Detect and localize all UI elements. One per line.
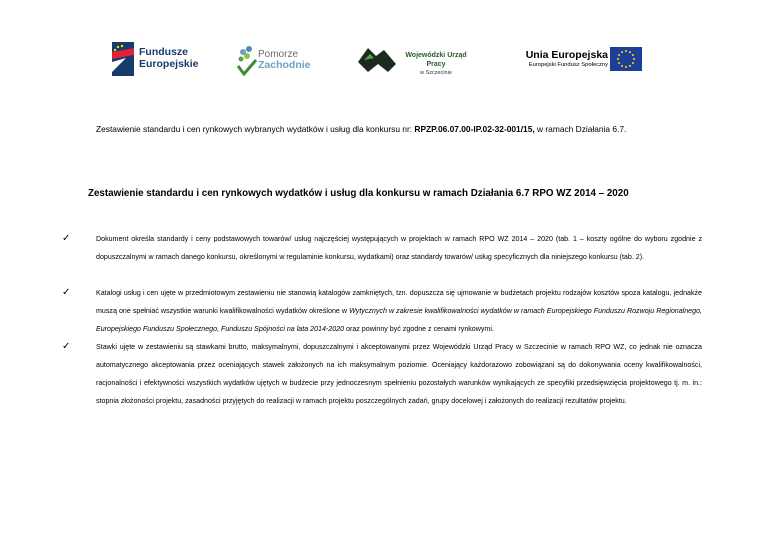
wup-logo: [358, 40, 478, 80]
intro-action: w ramach Działania 6.7.: [534, 124, 627, 134]
competition-number: RPZP.06.07.00-IP.02-32-001/15,: [414, 124, 535, 134]
document-heading: Zestawienie standardu i cen rynkowych wydatków i usług dla konkursu w ramach Działania 6.7 RPO WZ 2014 – 2020: [88, 188, 629, 199]
eu-flag-icon: [610, 47, 642, 71]
pomorze-zachodnie-mark-icon: [236, 44, 260, 76]
unia-europejska-text: [500, 49, 608, 69]
bullet-text-3: Stawki ujęte w zestawieniu są stawkami brutto, maksymalnymi, dopuszczalnymi i akceptowanymi przez Wojewódzki Urząd Pracy w Szczecinie w ramach RPO WZ, co jednak nie oznacza automatycznego akceptowania przez oceniających stawek założonych na ich maksymalnym poziomie. Oceniający każdorazowo zobowiązani są do dokonywania oceny kwalifikowalności, racjonalności i efektywności wszystkich wydatków ujętych w budżecie przy jednoczesnym spełnieniu pozostałych warunków wynikających ze specyfiki przedsięwzięcia projektowego tj. m. in.: stopnia złożoności projektu, zasadności przyjętych do realizacji w ramach projektu poszczególnych zadań, grupy docelowej i założonych do realizacji rezultatów projektu.: [96, 343, 702, 405]
bullet-2-before: Katalogi usług i cen ujęte w przedmiotowym zestawieniu nie stanowią katalogów zamkniętych, tzn. dopuszcza się ujmowanie w budżetach projektu rodzajów kosztów spoza katalogu, jednakże muszą one spełniać wszystkie warunki kwalifikowalności wydatków określone w: [96, 289, 702, 315]
logo-bar: [0, 40, 768, 80]
checkmark-icon: ✓: [62, 233, 71, 244]
fundusze-line1: Fundusze: [139, 46, 188, 58]
bullet-text-2: [96, 284, 702, 338]
fundusze-europejskie-text: [139, 46, 199, 70]
bullet-2-after: oraz powinny być zgodne z cenami rynkowymi.: [344, 325, 494, 333]
pomorze-zachodnie-logo: [236, 40, 316, 80]
pomorze-line2: Zachodnie: [258, 59, 311, 71]
fundusze-europejskie-flag-icon: [112, 42, 134, 76]
fundusze-line2: Europejskie: [139, 58, 199, 70]
pomorze-zachodnie-text: [258, 49, 311, 71]
wup-line2: w Szczecinie: [420, 70, 452, 76]
fundusze-europejskie-logo: [112, 40, 212, 80]
bullet-2-italic: Wytycznych w zakresie kwalifikowalności wydatków w ramach Europejskiego Funduszu Rozwoju Regionalnego, Europejskiego Funduszu Społecznego, Funduszu Spójności na lata 2014-2020: [96, 307, 702, 333]
intro-paragraph: [96, 123, 726, 135]
checkmark-icon: ✓: [62, 287, 71, 298]
checkmark-icon: ✓: [62, 341, 71, 352]
wup-mark-icon: [358, 46, 396, 74]
unia-title: Unia Europejska: [525, 49, 608, 61]
unia-subtitle: Europejski Fundusz Społeczny: [528, 62, 608, 68]
wup-text: [396, 51, 476, 78]
bullet-text-1: Dokument określa standardy i ceny podstawowych towarów/ usług najczęściej występujących w projektach w ramach RPO WZ 2014 – 2020 (tab. 1 – koszty ogólne do wyboru zgodnie z dopuszczalnymi w ramach danego konkursu, określonymi w regulaminie konkursu, wydatkami) oraz standardy towarów/ usług specyficznych dla niniejszego konkursu (tab. 2).: [96, 235, 702, 261]
intro-text: Zestawienie standardu i cen rynkowych wybranych wydatków i usług dla konkursu nr:: [96, 124, 415, 134]
unia-europejska-logo: [500, 40, 642, 80]
wup-line1: Wojewódzki Urząd Pracy: [405, 52, 467, 68]
pomorze-line1: Pomorze: [258, 49, 299, 60]
